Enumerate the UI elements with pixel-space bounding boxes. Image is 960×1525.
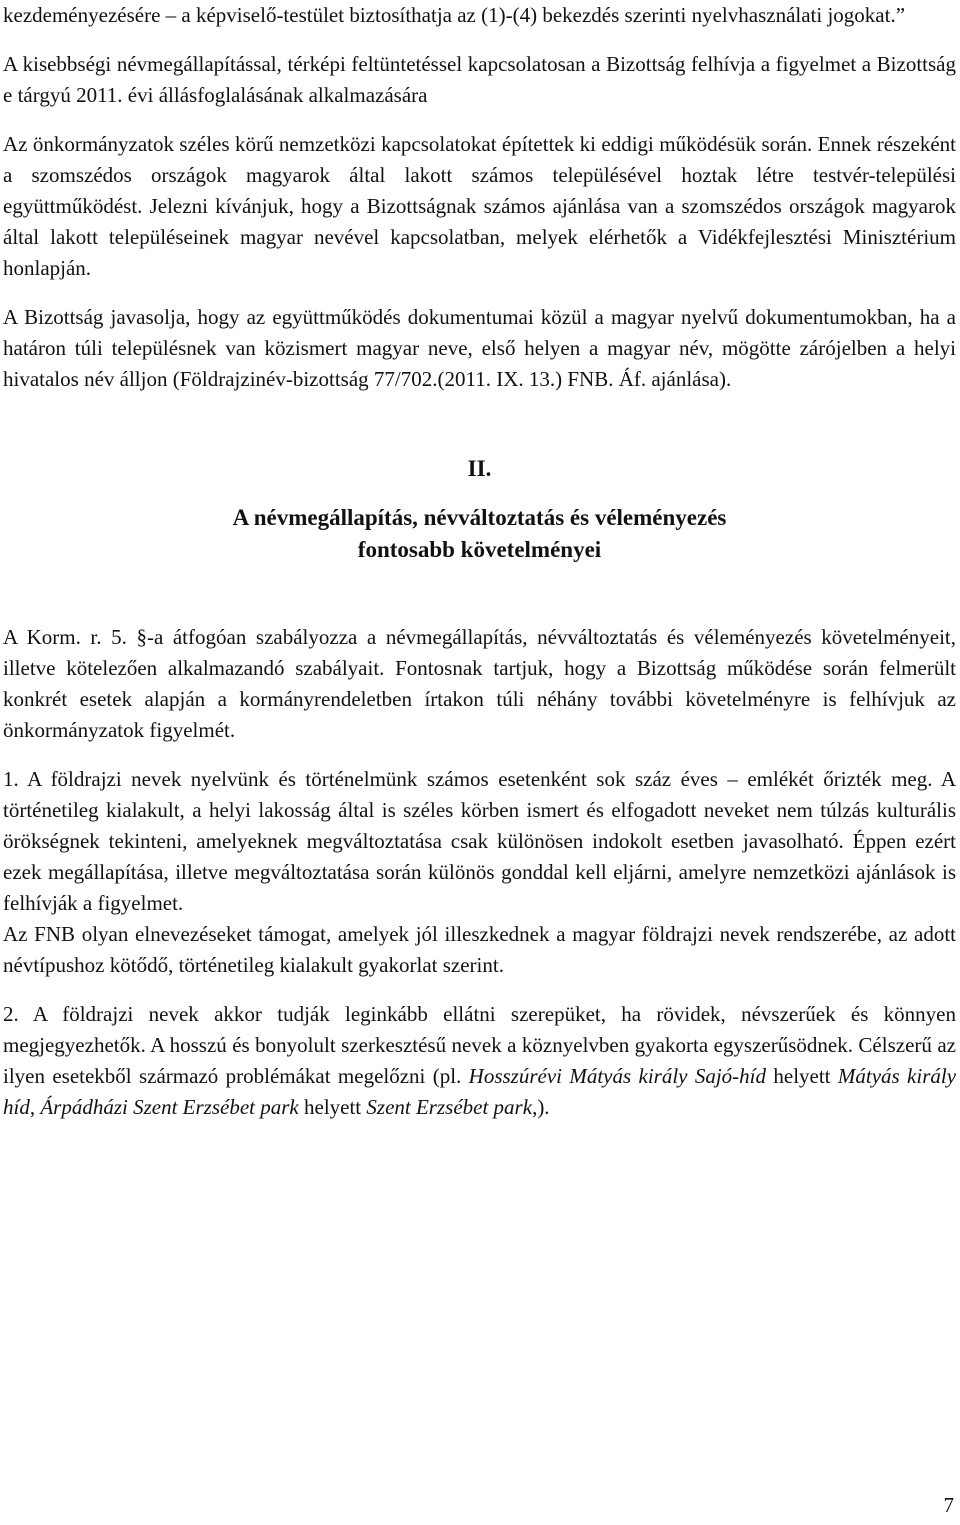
paragraph-bizottsag-javaslat: A Bizottság javasolja, hogy az együttműködés dokumentumai közül a magyar nyelvű dokumentumokban, ha a határon túli településnek van közismert magyar neve, első helyen a magyar név, mögötte zárójelben a helyi hivatalos név álljon (Földrajzinév-bizottság 77/702.(2011. IX. 13.) FNB. Áf. ajánlása).	[3, 305, 956, 391]
section-title-line2: fontosabb követelményei	[357, 537, 602, 562]
point-2-helyett-1: helyett	[773, 1064, 831, 1088]
page-number: 7	[943, 1493, 954, 1517]
point-2-helyett-2: helyett	[304, 1095, 362, 1119]
section-title-line1: A névmegállapítás, névváltoztatás és véleményezés	[232, 505, 727, 530]
point-2-comma: ,	[29, 1095, 36, 1119]
example-long-name-1: Hosszúrévi Mátyás király Sajó-híd	[468, 1064, 767, 1088]
example-short-name-2: Szent Erzsébet park	[366, 1095, 533, 1119]
paragraph-fnb-elnevezesek: Az FNB olyan elnevezéseket támogat, amelyek jól illeszkednek a magyar földrajzi nevek rendszerébe, az adott névtípushoz kötődő, történetileg kialakult gyakorlat szerint.	[3, 922, 956, 977]
paragraph-korm-rendelet: A Korm. r. 5. §-a átfogóan szabályozza a névmegállapítás, névváltoztatás és véleményezés követelményeit, illetve kötelezően alkalmazandó szabályait. Fontosnak tartjuk, hogy a Bizottság működése során felmerült konkrét esetek alapján a kormányrendeletben írtakon túli néhány további követelményre is felhívjuk az önkormányzatok figyelmét.	[3, 625, 956, 742]
paragraph-kisebbsegi-nevek: A kisebbségi névmegállapítással, térképi feltüntetéssel kapcsolatosan a Bizottság felhívja a figyelmet a Bizottság e tárgyú 2011. évi állásfoglalásának alkalmazására	[3, 52, 956, 107]
paragraph-nemzetkozi-kapcsolatok: Az önkormányzatok széles körű nemzetközi kapcsolatokat építettek ki eddigi működésük során. Ennek részeként a szomszédos országok magyarok által lakott számos településével hoztak létre testvér-települési együttműködést. Jelezni kívánjuk, hogy a Bizottságnak számos ajánlása van a szomszédos országok magyarok által lakott településeinek magyar nevével kapcsolatban, melyek elérhetők a Vidékfejlesztési Minisztérium honlapján.	[3, 132, 956, 280]
example-long-name-2: Árpádházi Szent Erzsébet park	[40, 1095, 299, 1119]
paragraph-point-2	[3, 999, 956, 1123]
example-short-name-1: Mátyás király híd	[3, 1064, 957, 1119]
point-2-end: ,).	[532, 1095, 550, 1119]
paragraph-nyelvhasznalat: kezdeményezésére – a képviselő-testület biztosíthatja az (1)-(4) bekezdés szerinti nyelvhasználati jogokat.”	[3, 3, 906, 27]
section-number: II.	[467, 456, 492, 481]
point-2-text: 2. A földrajzi nevek akkor tudják leginkább ellátni szerepüket, ha rövidek, névszerűek és könnyen megjegyezhetők. A hosszú és bonyolult szerkesztésű nevek a köznyelvben gyakorta egyszerűsödnek. Célszerű az ilyen esetekből származó problémákat megelőzni (pl.	[3, 1002, 956, 1088]
section-title	[3, 502, 956, 566]
paragraph-point-1: 1. A földrajzi nevek nyelvünk és történelmünk számos esetenként sok száz éves – emlékét őrizték meg. A történetileg kialakult, a helyi lakosság által is széles körben ismert és elfogadott neveket nem túlzás kulturális örökségnek tekinteni, amelyeknek megváltoztatása csak különösen indokolt esetben javasolható. Éppen ezért ezek megállapítása, illetve megváltoztatása során különös gonddal kell eljárni, amelyre nemzetközi ajánlások is felhívják a figyelmet.	[3, 767, 956, 915]
